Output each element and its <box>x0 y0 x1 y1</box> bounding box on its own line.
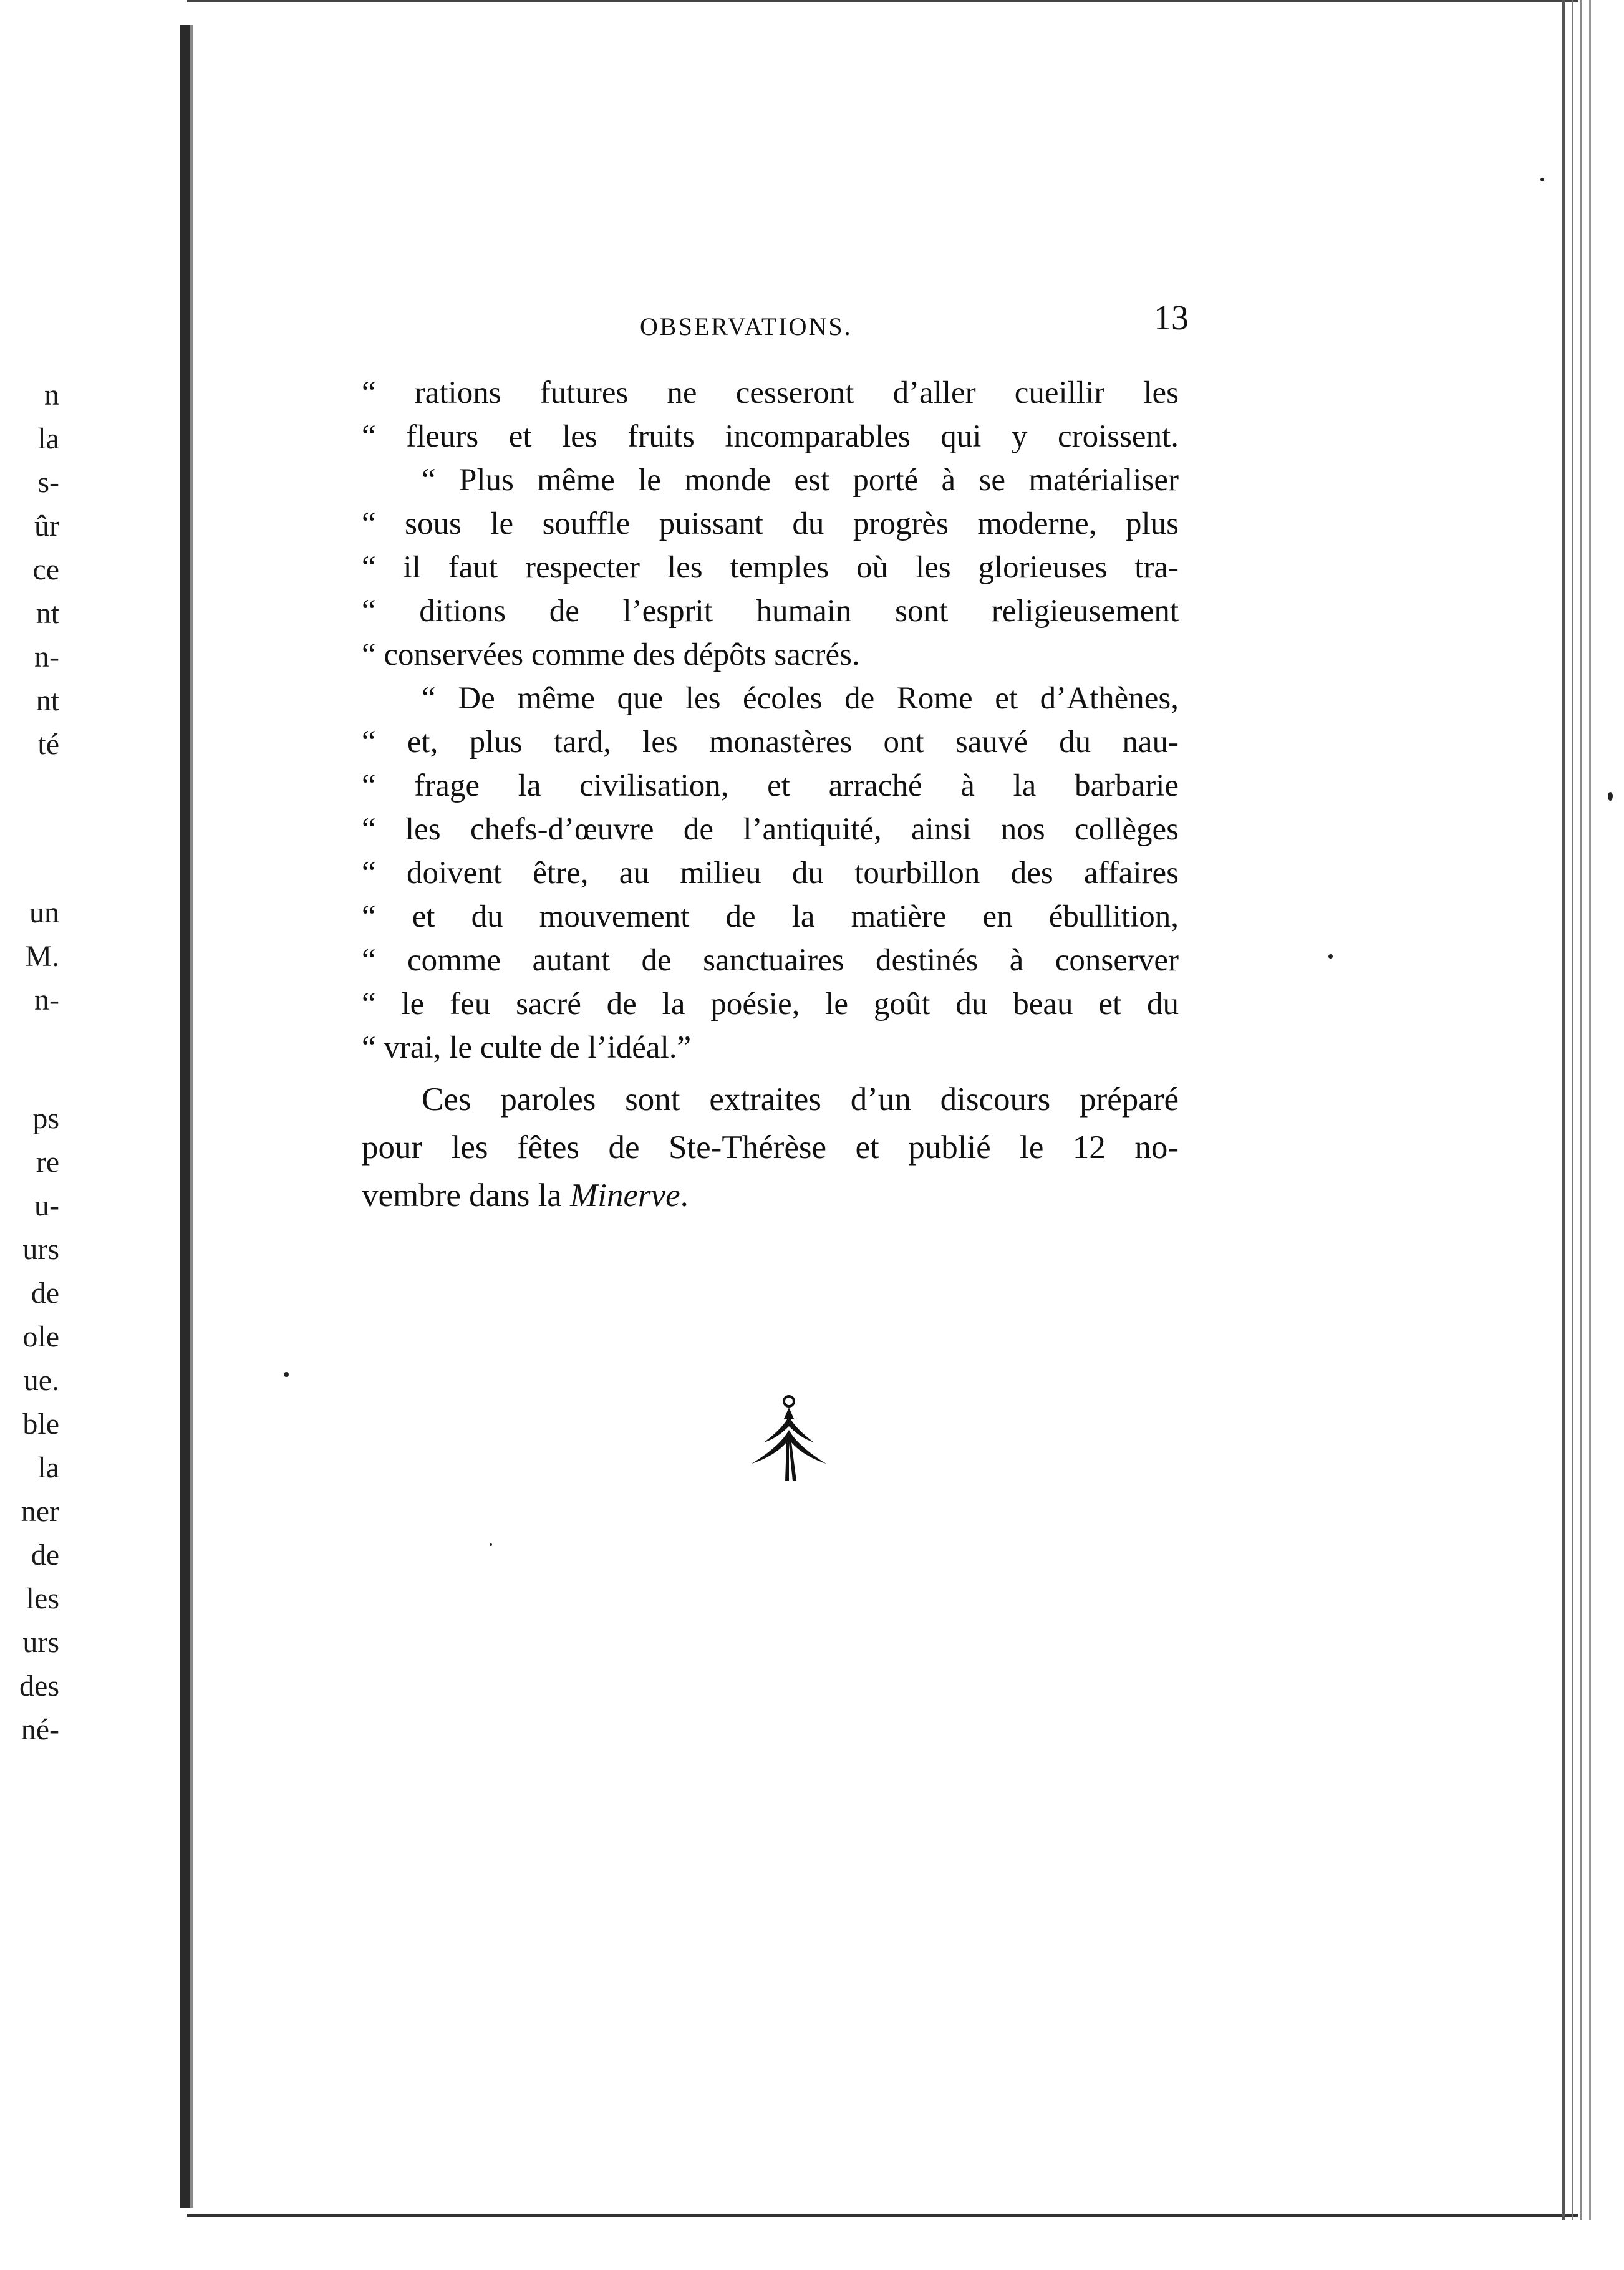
quote-line: “ Plus même le monde est porté à se matérialiser <box>422 463 1179 498</box>
quote-line: “ il faut respecter les temples où les glorieuses tra- <box>362 550 1179 585</box>
scan-speck <box>1608 792 1613 801</box>
facing-page-fragment: n- <box>34 640 59 674</box>
quote-line: “ conservées comme des dépôts sacrés. <box>362 637 860 672</box>
quote-line: “ ditions de l’esprit humain sont religieusement <box>362 594 1179 629</box>
facing-page-fragment: la <box>37 422 59 455</box>
page-stack-edge <box>1562 0 1565 2220</box>
quote-line: “ et, plus tard, les monastères ont sauvé du nau- <box>362 725 1179 760</box>
closing-paragraph-line <box>362 1172 1179 1220</box>
scan-speck <box>1328 954 1333 959</box>
closing-paragraph-line: pour les fêtes de Ste-Thérèse et publié le 12 no- <box>362 1129 1179 1166</box>
facing-page-fragment: té <box>37 728 59 761</box>
facing-page-fragment: ble <box>22 1408 59 1441</box>
quote-line: “ rations futures ne cesseront d’aller cueillir les <box>362 375 1179 410</box>
gutter-shadow <box>190 25 193 2208</box>
page-stack-edge <box>1589 0 1591 2220</box>
main-text-block <box>362 371 1179 1220</box>
facing-page-fragment: s- <box>37 466 59 499</box>
facing-page-fragment: re <box>36 1146 59 1179</box>
book-gutter <box>180 25 190 2208</box>
closing-paragraph-line: Ces paroles sont extraites d’un discours préparé <box>422 1081 1179 1118</box>
scan-speck <box>490 1543 492 1546</box>
quote-line: “ comme autant de sanctuaires destinés à conserver <box>362 943 1179 978</box>
quote-line: “ et du mouvement de la matière en ébullition, <box>362 899 1179 934</box>
quote-line: “ vrai, le culte de l’idéal.” <box>362 1030 692 1065</box>
fleuron-ornament-icon <box>745 1394 833 1487</box>
scan-bottom-edge <box>187 2214 1578 2217</box>
facing-page-fragment: ce <box>32 553 59 586</box>
running-title: OBSERVATIONS. <box>640 312 853 340</box>
facing-page-fragment: de <box>31 1277 59 1310</box>
facing-page-fragment: ole <box>22 1320 59 1353</box>
facing-page-fragment: la <box>37 1451 59 1484</box>
facing-page-fragment: ûr <box>34 510 59 543</box>
facing-page-fragment: les <box>26 1582 59 1615</box>
closing-text: vembre dans la <box>362 1177 571 1214</box>
facing-page-fragment: urs <box>22 1233 59 1266</box>
facing-page-fragment: ner <box>21 1495 59 1528</box>
scan-speck <box>284 1372 289 1377</box>
running-header <box>372 293 1189 343</box>
facing-page-fragment: de <box>31 1538 59 1572</box>
quote-line: “ les chefs-d’œuvre de l’antiquité, ainsi nos collèges <box>362 812 1179 847</box>
facing-page-fragment: urs <box>22 1626 59 1659</box>
publication-title: Minerve <box>570 1177 680 1214</box>
facing-page-fragment: un <box>29 896 59 929</box>
page-number: 13 <box>1154 299 1189 337</box>
facing-page-fragment: ps <box>32 1102 59 1135</box>
page-stack-edge <box>1572 0 1573 2220</box>
quote-line: “ le feu sacré de la poésie, le goût du beau et du <box>362 987 1179 1022</box>
facing-page-edge <box>0 0 187 2270</box>
page-stack-edge <box>1580 0 1582 2220</box>
scan-top-edge <box>187 0 1578 2</box>
scan-speck <box>1540 178 1544 181</box>
facing-page-fragment: M. <box>25 940 59 973</box>
quote-line: “ fleurs et les fruits incomparables qui y croissent. <box>362 419 1179 454</box>
facing-page-fragment: n- <box>34 983 59 1017</box>
facing-page-fragment: des <box>19 1669 59 1702</box>
quote-line: “ doivent être, au milieu du tourbillon des affaires <box>362 856 1179 891</box>
facing-page-fragment: n <box>44 379 59 412</box>
facing-page-fragment: u- <box>34 1189 59 1222</box>
facing-page-fragment: nt <box>36 684 59 717</box>
quote-line: “ sous le souffle puissant du progrès moderne, plus <box>362 506 1179 541</box>
closing-punctuation: . <box>680 1177 689 1214</box>
quote-line: “ frage la civilisation, et arraché à la barbarie <box>362 768 1179 803</box>
facing-page-fragment: nt <box>36 597 59 630</box>
quote-line: “ De même que les écoles de Rome et d’Athènes, <box>422 681 1179 716</box>
facing-page-fragment: ue. <box>23 1364 59 1397</box>
facing-page-fragment: né- <box>21 1713 59 1746</box>
